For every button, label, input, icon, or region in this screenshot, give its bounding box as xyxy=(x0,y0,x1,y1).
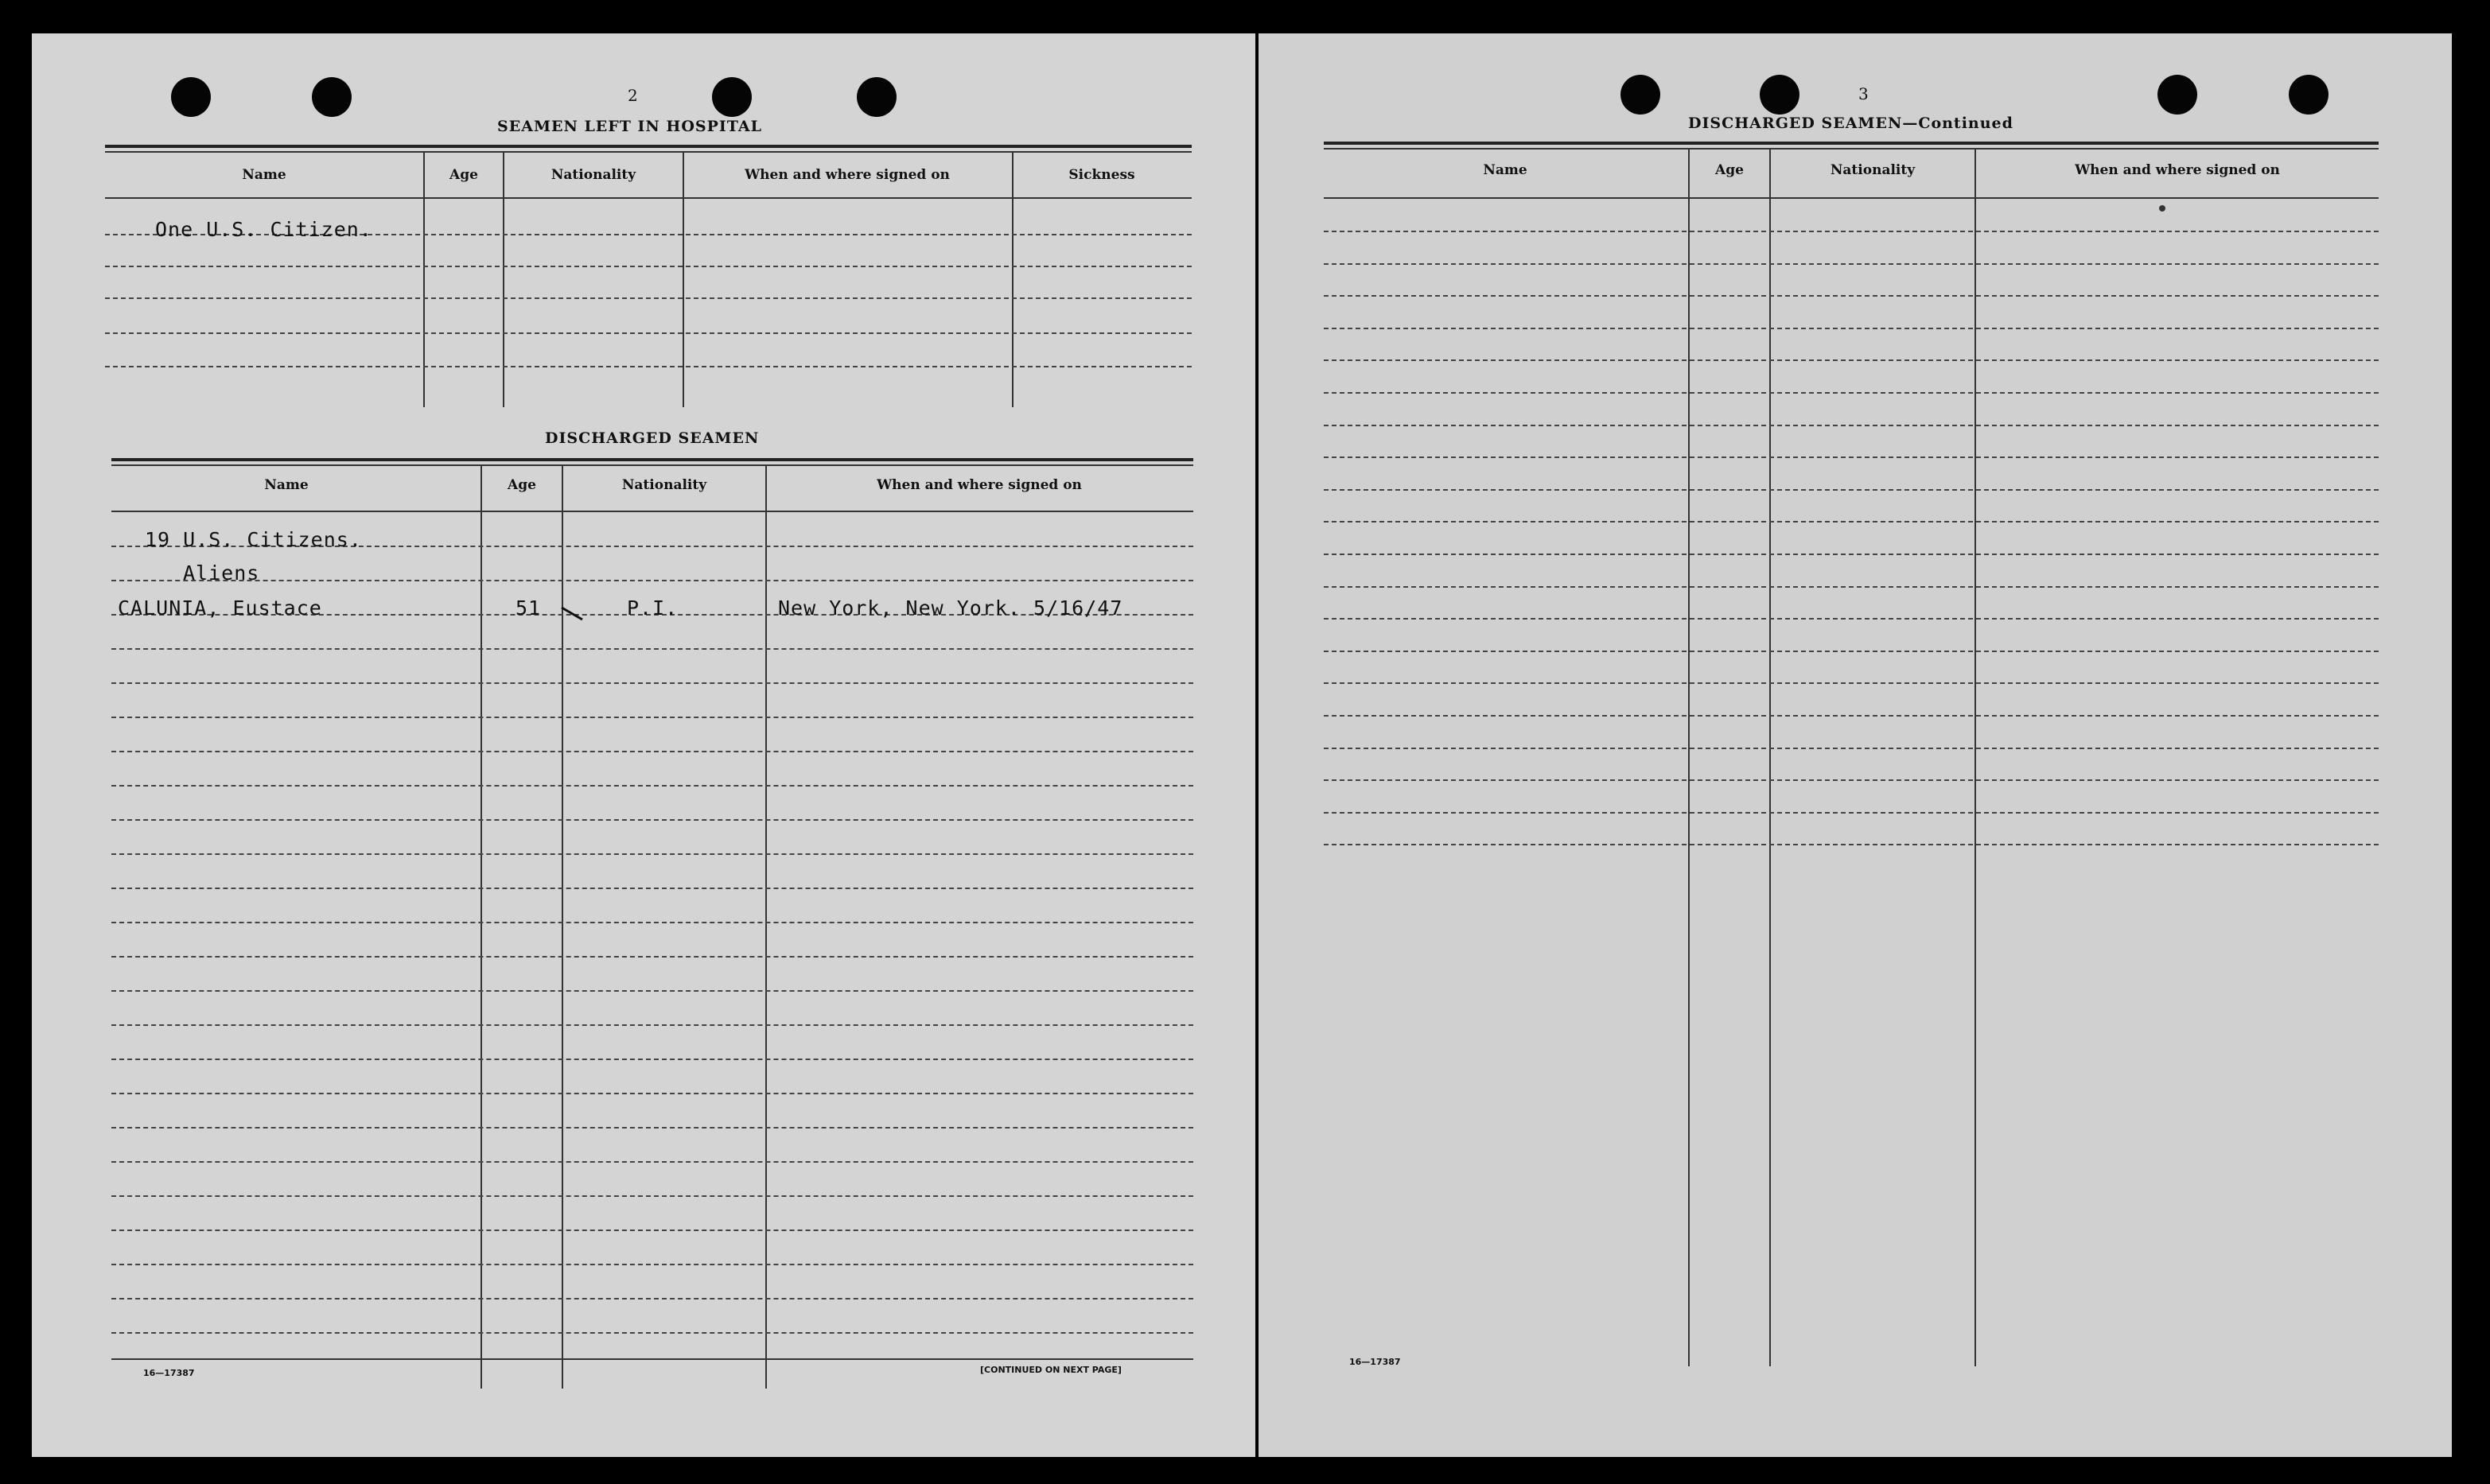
form-number: 16—17387 xyxy=(143,1368,195,1378)
column-divider xyxy=(1012,153,1014,407)
entry-line xyxy=(111,1195,1193,1197)
discharged-section-title: DISCHARGED SEAMEN xyxy=(545,429,760,447)
entry-line xyxy=(1324,489,2379,491)
table-top-rule xyxy=(105,151,1192,153)
entry-line xyxy=(1324,715,2379,717)
discharged-entry-name: 19 U.S. Citizens. xyxy=(145,528,362,551)
entry-line xyxy=(111,751,1193,752)
punch-hole xyxy=(171,77,211,117)
entry-line xyxy=(1324,682,2379,684)
column-divider xyxy=(1974,150,1976,1366)
col-header-sickness: Sickness xyxy=(1068,167,1135,183)
entry-line xyxy=(1324,844,2379,845)
entry-line xyxy=(1324,554,2379,555)
punch-hole xyxy=(2157,75,2197,115)
table-top-rule xyxy=(1324,148,2379,150)
punch-hole xyxy=(712,77,752,117)
header-bottom-rule xyxy=(105,197,1192,199)
hospital-section-title: SEAMEN LEFT IN HOSPITAL xyxy=(497,118,762,135)
entry-line xyxy=(1324,748,2379,749)
entry-line xyxy=(111,853,1193,855)
col-header-name: Name xyxy=(1483,162,1527,178)
entry-line xyxy=(111,922,1193,923)
col-header-signed-on: When and where signed on xyxy=(877,477,1082,493)
hospital-entry: One U.S. Citizen. xyxy=(155,218,372,241)
form-number: 16—17387 xyxy=(1349,1357,1401,1367)
table-top-rule xyxy=(111,464,1193,466)
column-divider xyxy=(423,153,425,407)
entry-line xyxy=(105,266,1192,267)
entry-line xyxy=(1324,425,2379,426)
col-header-age: Age xyxy=(508,477,536,493)
continued-note: [CONTINUED ON NEXT PAGE] xyxy=(980,1365,1122,1375)
entry-line xyxy=(1324,456,2379,458)
entry-line xyxy=(1324,295,2379,297)
discharged-entry-name: CALUNIA, Eustace xyxy=(118,596,322,620)
punch-hole xyxy=(1760,75,1799,115)
column-divider xyxy=(765,466,767,1389)
table-top-rule xyxy=(105,145,1192,148)
entry-line xyxy=(1324,521,2379,523)
entry-line xyxy=(1324,812,2379,814)
header-bottom-rule xyxy=(1324,197,2379,199)
entry-line xyxy=(111,1127,1193,1129)
right-page xyxy=(1259,33,2452,1457)
col-header-signed-on: When and where signed on xyxy=(745,167,950,183)
entry-line xyxy=(105,297,1192,299)
entry-line xyxy=(111,1059,1193,1060)
entry-line xyxy=(105,332,1192,334)
col-header-age: Age xyxy=(449,167,478,183)
discharged-entry-age: 51 xyxy=(516,596,542,620)
entry-line xyxy=(111,819,1193,821)
discharged-continued-title: DISCHARGED SEAMEN—Continued xyxy=(1688,115,2013,132)
column-divider xyxy=(683,153,684,407)
entry-line xyxy=(1324,651,2379,652)
header-bottom-rule xyxy=(111,511,1193,512)
entry-line xyxy=(111,1161,1193,1163)
col-header-nationality: Nationality xyxy=(551,167,636,183)
entry-line xyxy=(111,1298,1193,1299)
entry-line xyxy=(1324,779,2379,781)
discharged-entry-signed-on: New York, New York. 5/16/47 xyxy=(778,596,1123,620)
entry-line xyxy=(1324,618,2379,620)
entry-line xyxy=(111,888,1193,889)
entry-line xyxy=(111,717,1193,718)
entry-line xyxy=(1324,586,2379,588)
page-number: 2 xyxy=(628,86,638,105)
entry-line xyxy=(111,1093,1193,1094)
column-divider xyxy=(562,466,563,1389)
entry-line xyxy=(105,366,1192,367)
entry-line xyxy=(111,648,1193,650)
punch-hole xyxy=(2289,75,2329,115)
entry-line xyxy=(1324,359,2379,361)
col-header-name: Name xyxy=(264,477,309,493)
column-divider xyxy=(480,466,482,1389)
col-header-nationality: Nationality xyxy=(1830,162,1916,178)
entry-line xyxy=(111,1024,1193,1026)
page-number: 3 xyxy=(1858,84,1869,103)
table-top-rule xyxy=(1324,142,2379,145)
discharged-entry-name: Aliens xyxy=(183,561,260,585)
left-page xyxy=(32,33,1255,1457)
entry-line xyxy=(111,682,1193,684)
column-divider xyxy=(1769,150,1771,1366)
table-bottom-rule xyxy=(111,1358,1193,1360)
punch-hole xyxy=(857,77,897,117)
col-header-age: Age xyxy=(1715,162,1744,178)
entry-line xyxy=(111,580,1193,581)
entry-line xyxy=(111,956,1193,958)
punch-hole xyxy=(312,77,352,117)
col-header-signed-on: When and where signed on xyxy=(2075,162,2280,178)
entry-line xyxy=(111,990,1193,992)
entry-line xyxy=(1324,231,2379,232)
col-header-nationality: Nationality xyxy=(621,477,707,493)
discharged-entry-nationality: P.I. xyxy=(627,596,679,620)
col-header-name: Name xyxy=(242,167,286,183)
ink-mark xyxy=(2159,205,2165,212)
entry-line xyxy=(1324,328,2379,329)
column-divider xyxy=(503,153,504,407)
entry-line xyxy=(111,1332,1193,1334)
entry-line xyxy=(111,1230,1193,1231)
entry-line xyxy=(1324,392,2379,394)
entry-line xyxy=(1324,263,2379,265)
column-divider xyxy=(1688,150,1690,1366)
entry-line xyxy=(111,1264,1193,1265)
punch-hole xyxy=(1620,75,1660,115)
entry-line xyxy=(111,785,1193,787)
table-top-rule xyxy=(111,458,1193,461)
